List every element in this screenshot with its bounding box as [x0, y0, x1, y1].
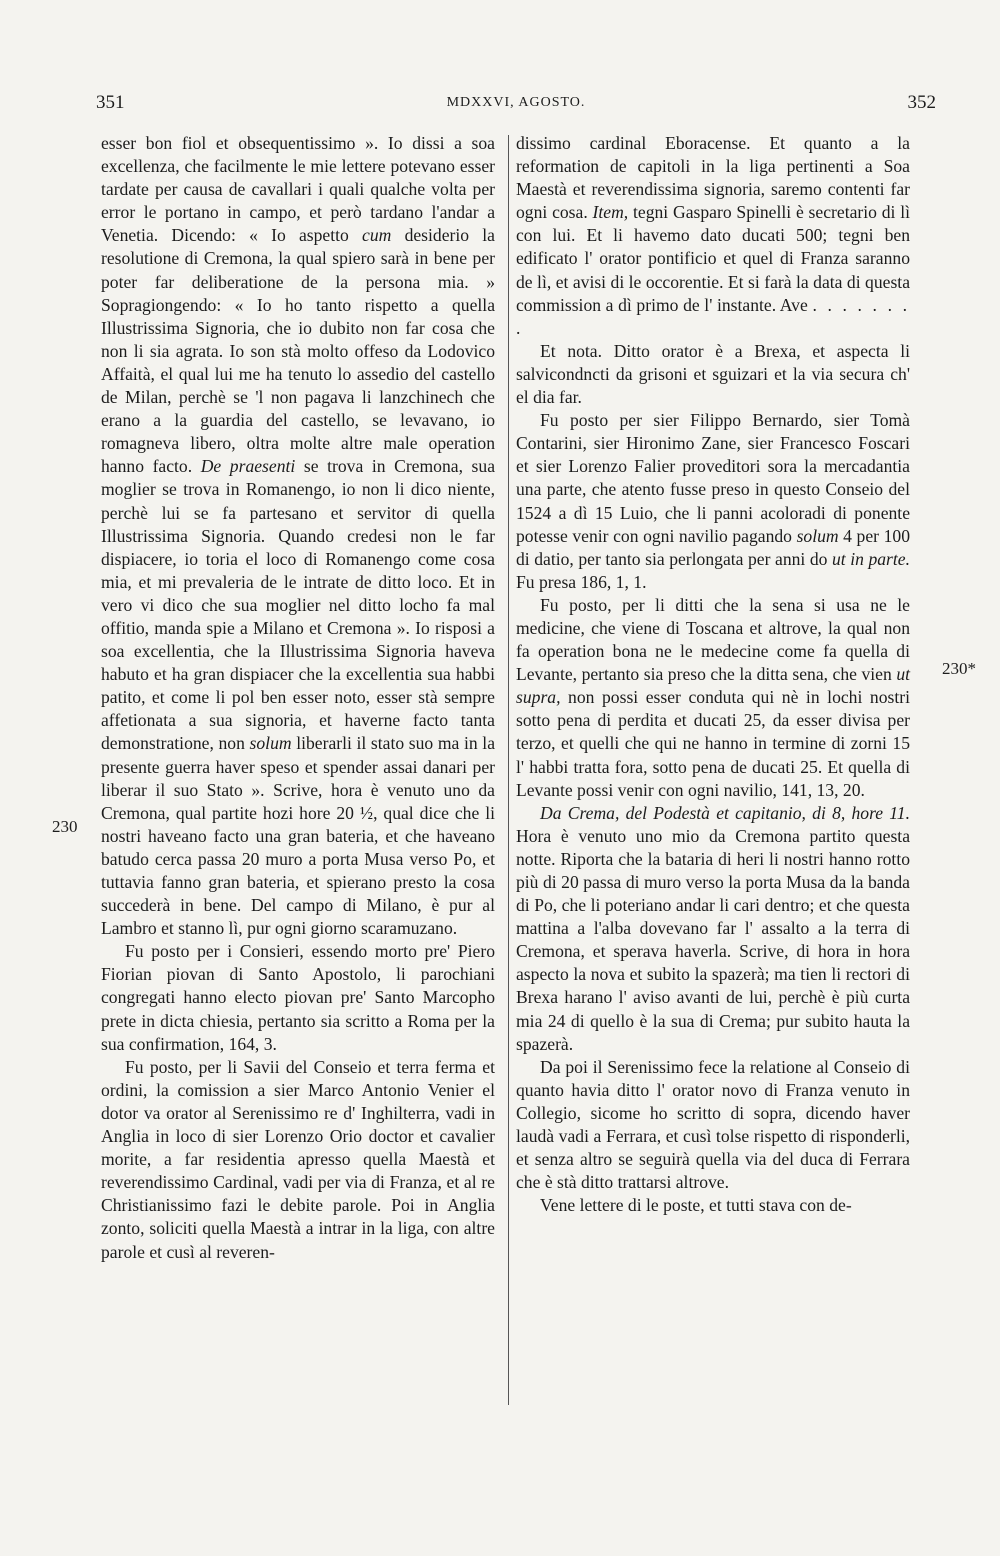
paragraph — [516, 409, 910, 594]
text-run: esser bon fiol et obsequentissimo ». Io dissi a soa excellenza, che facilmente le mie lettere potevano esser tardate per causa de cavallari i quali qualche volta per error le portano in campo, et però tardano l'andar a Venetia. Dicendo: « Io aspetto — [101, 133, 495, 246]
text-run: se trova in Cremona, sua moglier se trova in Romanengo, io non li dico niente, perchè lui se fa partesano et servitor di quella Illustrissima Signoria. Quando credesi non le far dispiacere, io toria el loco di Romanengo come cosa mia, et mi prevaleria de le intrate de ditto loco. Et in vero vi dico che sua moglier nel ditto locho fa mal offitio, manda spie a Milano et Cremona ». Io risposi a soa excellentia, che la Illustrissima Signoria haveva habuto et ha gran dispiacer che la excellentia sua habbi patito, et come li pol ben esser noto, esser stà sempre affetionata a sua signoria, et haverne facto tanta demonstratione, non — [101, 456, 495, 754]
text-run: 4 per 100 di datio, per tanto sia perlongata per anni do — [516, 525, 910, 569]
text-run: non possi esser conduta qui nè in lochi nostri sotto pena di perdita et ducati 25, da esser divisa per terzo, et quelli che qui ne hanno in termine di zorni 15 l' habbi tratta fora, sotto pena de ducati 25. Et quella di Levante possi venir con ogni navilio, 141, 13, 20. — [516, 687, 910, 800]
paragraph: Et nota. Ditto orator è a Brexa, et aspecta li salvicondncti da grisoni et sguizari et la via secura ch' el dia far. — [516, 340, 910, 408]
text-run: Fu posto, per li ditti che la sena si usa ne le medicine, che viene di Toscana et altrove, la qual non fa operation bona ne le medecine come fa quella di Levante, pertanto sia preso che la ditta sena, che vien — [516, 594, 910, 685]
italic-run: cum — [362, 225, 392, 246]
text-run: liberarli il stato suo ma in la presente guerra haver speso et spender assai danari per liberar il suo Stato ». Scrive, hora è venuto uno da Cremona, qual partite hozi hore 20 ½, qual dice che li nostri haveano facto una gran bateria, et che haveano batudo cerca passa 20 muro a porta Musa verso Po, et tuttavia fanno gran bateria, et spierano presto la cosa succederà in bene. Del campo di Milano, è pur al Lambro et stanno lì, pur ogni giorno scaramuzano. — [101, 733, 496, 939]
text-run: tegni Gasparo Spinelli è secretario di lì con lui. Et li havemo dato ducati 500; tegni ben edificato l' orator pontificio et quel di Franza saranno de lì, et avisi di le occorentie. Et si farà la data di questa commission a dì primo de l' instante. Ave — [516, 202, 910, 315]
page-header — [96, 92, 936, 122]
paragraph — [516, 802, 910, 1056]
text-run: dissimo cardinal Eboracense. Et quanto a la reformation de capitoli in la liga pertinenti a Soa Maestà et reverendissima signoria, saremo contenti far ogni cosa. — [516, 133, 910, 223]
italic-run: De praesenti — [200, 456, 296, 477]
italic-run: Item, — [592, 202, 629, 223]
text-run: Fu posto per sier Filippo Bernardo, sier Tomà Contarini, sier Hironimo Zane, sier Francesco Foscari et sier Lorenzo Falier proveditori sora la mercadantia una parte, che atento fusse preso in questo Conseio del 1524 a dì 15 Luio, che li panni acoloradi di ponente potesse venir con ogni navilio pagando — [516, 410, 910, 546]
italic-run: solum — [796, 525, 839, 546]
running-head: MDXXVI, AGOSTO. — [446, 95, 586, 110]
margin-note-left: 230 — [52, 817, 78, 836]
text-run: desiderio la resolutione di Cremona, la qual spiero sarà in bene per poter far deliberatione de la persona mia. » Sopragiongendo: « Io ho tanto rispetto a quella Illustrissima Signoria, che io dubito non far cosa che non li sia agrata. Io son stà molto offeso da Lodovico Affaità, el qual lui me ha tenuto lo assedio del castello de Milan, perchè se 'l non pagava li lanzchinech che erano a la guardia del castello, se levavano, io romagneva libero, oltra molte altre male operation hanno facto. — [101, 225, 495, 477]
paragraph — [101, 132, 495, 940]
page-number-left: 351 — [96, 92, 125, 113]
right-column — [516, 132, 910, 1217]
paragraph — [516, 594, 910, 802]
paragraph: Da poi il Serenissimo fece la relatione al Conseio di quanto havia ditto l' orator novo di Franza venuto in Collegio, sicome ho scritto di sopra, dicendo haver laudà vadi a Ferrara, et cusì tolse rispetto di risponderli, et senza altro se seguirà quella via del duca di Ferrara che è stà ditto trattarsi altrove. — [516, 1056, 910, 1193]
margin-note-right: 230* — [942, 659, 976, 678]
paragraph: Fu posto, per li Savii del Conseio et terra ferma et ordini, la comission a sier Marco Antonio Venier el dotor va orator al Serenissimo re d' Inghilterra, vadi in Anglia in loco di sier Lorenzo Orio doctor et cavalier morite, a far residentia apresso quella Maestà et reverendissimo Cardinal, vadi per via di Franza, et al re Christianissimo fazi le debite parole. Poi in Anglia zonto, soliciti quella Maestà a intrar in la liga, con altre parole et cusì al reveren- — [101, 1056, 495, 1262]
paragraph: Fu posto per i Consieri, essendo morto pre' Piero Fiorian piovan di Santo Apostolo, li parochiani congregati hanno electo piovan pre' Santo Marcopho prete in dicta chiesia, pertanto sia scritto a Roma per la sua confirmation, 164, 3. — [101, 941, 495, 1054]
ellipsis-dots: . . . . . . . . — [516, 294, 911, 338]
page-number-right: 352 — [907, 92, 936, 113]
italic-run: ut in parte. — [832, 548, 911, 569]
left-column — [101, 132, 495, 1264]
text-run: Fu presa 186, 1, 1. — [516, 571, 647, 592]
paragraph — [516, 132, 910, 340]
column-divider — [508, 135, 509, 1405]
italic-run: ut supra, — [516, 664, 910, 708]
italic-run: Da Crema, del Podestà et capitanio, di 8, hore 11. — [540, 802, 910, 823]
paragraph: Vene lettere di le poste, et tutti stava con de- — [540, 1195, 852, 1216]
text-run: Hora è venuto uno mio da Cremona partito questa notte. Riporta che la bataria di heri li nostri hanno rotto più di 20 passa di muro verso la porta Musa da la banda di Po, che li poteriano andar li cari dentro; et che questa mattina a l'alba dovevano far l' assalto a la terra di Cremona, et sperava haverla. Scrive, di hora in hora aspecto la nova et subito la spazerà; ma tien li rectori di Brexa harano l' aviso avanti de lui, perchè è più curta mia 24 di quello è la sua di Crema; pur subito hauta la spazerà. — [516, 825, 910, 1054]
italic-run: solum — [249, 733, 292, 754]
